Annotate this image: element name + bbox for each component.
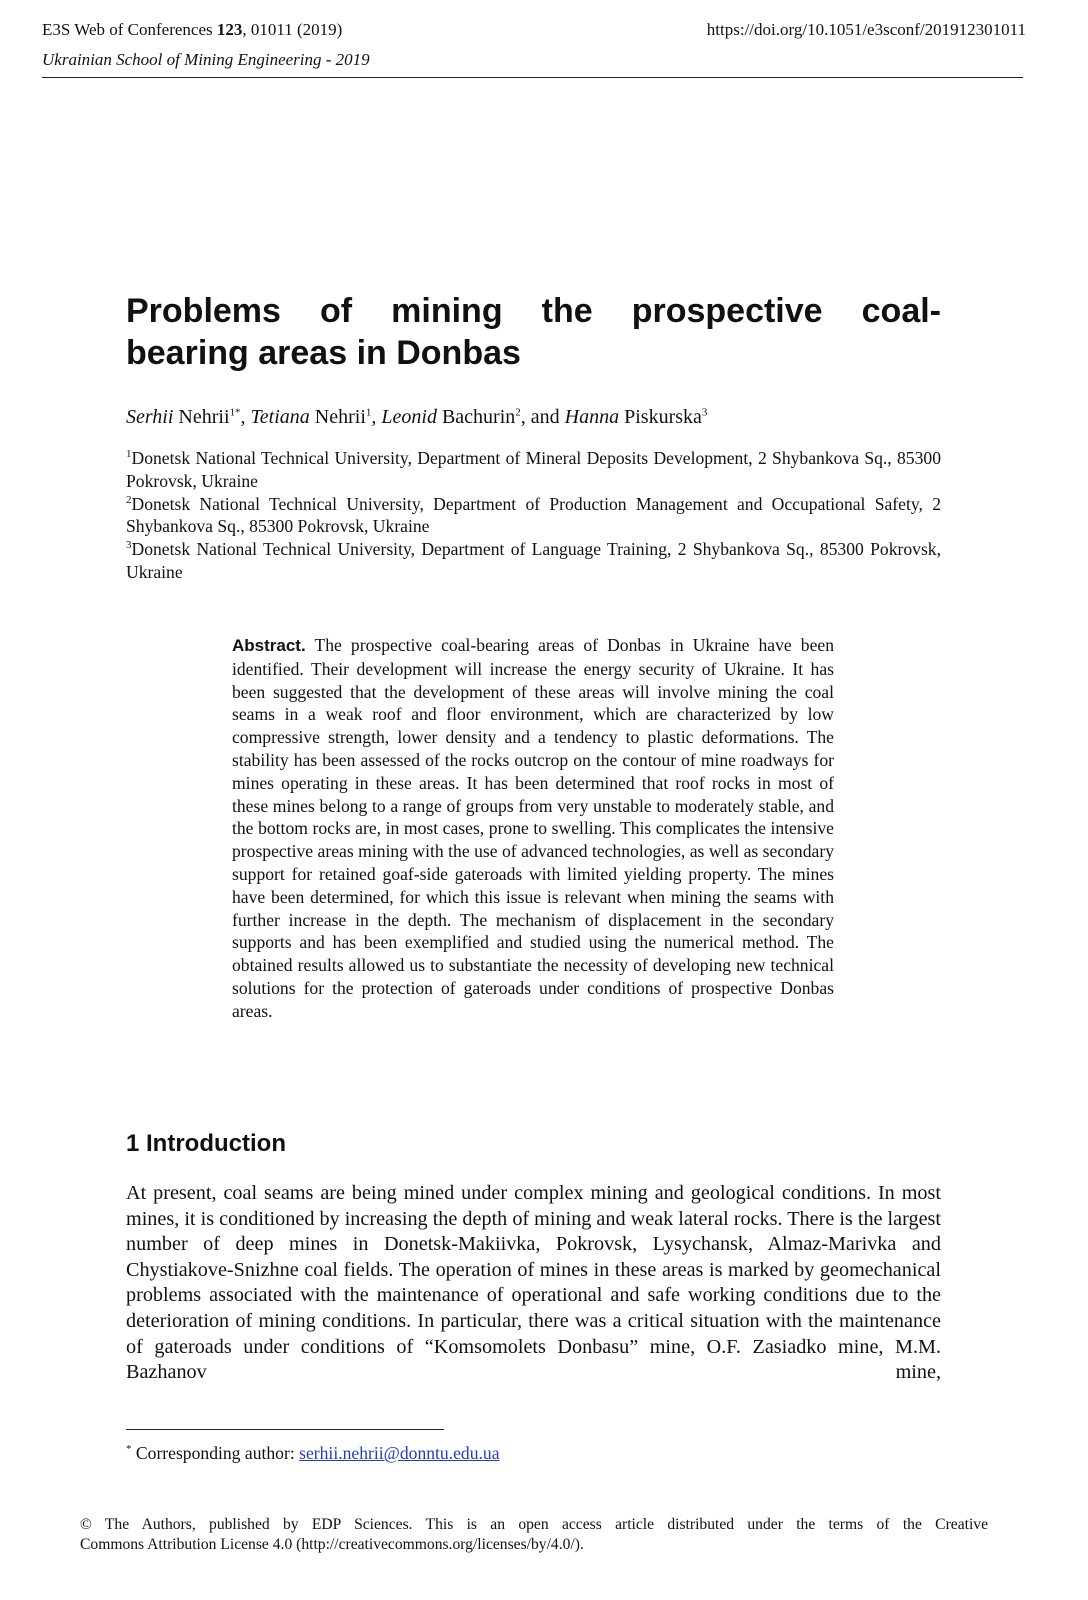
footnote-mark: * — [126, 1443, 132, 1456]
doi-link[interactable]: https://doi.org/10.1051/e3sconf/201912301011 — [706, 20, 1026, 39]
section-heading: 1 Introduction — [126, 1130, 286, 1157]
paper-title — [126, 290, 941, 374]
author-list: Serhii Nehrii$^{1*}$, Tetiana Nehrii$^1$, Leonid Bachurin$^2$, and Hanna Piskurska$^3$ — [126, 406, 708, 428]
affiliation — [126, 538, 941, 584]
footnote-label: Corresponding author: — [135, 1443, 295, 1463]
author-given-name: Hanna — [564, 406, 620, 428]
footnote — [126, 1443, 500, 1464]
author-given-name: Serhii — [126, 406, 174, 428]
author-affiliation-mark: 1 — [365, 406, 372, 419]
conference-name: Ukrainian School of Mining Engineering - 2019 — [42, 50, 370, 69]
abstract — [232, 634, 834, 1023]
journal-name: E3S Web of Conferences — [42, 20, 213, 39]
title-line-1: Problems of mining the prospective coal- — [126, 292, 941, 330]
affiliation — [126, 447, 941, 493]
author-given-name: Tetiana — [250, 406, 310, 428]
header-divider — [42, 77, 1023, 78]
abstract-label: Abstract. — [232, 636, 306, 655]
article-number: , 01011 (2019) — [242, 20, 343, 39]
author-family-name: Nehrii — [178, 406, 230, 428]
journal-header — [42, 20, 342, 40]
abstract-text: The prospective coal-bearing areas of Donbas in Ukraine have been identified. Their development will increase the energy security of Ukraine. It has been suggested that the development of these areas will involve mining the coal seams in a weak roof and floor environment, which are characterized by low compressive strength, lower density and a tendency to plastic deformations. The stability has been assessed of the rocks outcrop on the contour of mine roadways for mines operating in these areas. It has been determined that roof rocks in most of these mines belong to a range of groups from very unstable to moderately stable, and the bottom rocks are, in most cases, prone to swelling. This complicates the intensive prospective areas mining with the use of advanced technologies, as well as secondary support for retained goaf-side gateroads with limited yielding property. The mines have been determined, for which this issue is relevant when mining the seams with further increase in the depth. The mechanism of displacement in the secondary supports and has been exemplified and studied using the numerical method. The obtained results allowed us to substantiate the necessity of developing new technical solutions for the protection of gateroads under conditions of prospective Donbas areas. — [232, 635, 834, 1021]
affiliation — [126, 493, 941, 539]
author-given-name: Leonid — [381, 406, 437, 428]
author-family-name: Piskurska — [624, 406, 702, 428]
author-email-link[interactable]: serhii.nehrii@donntu.edu.ua — [299, 1443, 500, 1463]
section-body: At present, coal seams are being mined under complex mining and geological conditions. In most mines, it is conditioned by increasing the depth of mining and weak lateral rocks. There is the largest number of deep mines in Donetsk-Makiivka, Pokrovsk, Lysychansk, Almaz-Marivka and Chystiakove-Snizhne coal fields. The operation of mines in these areas is marked by geomechanical problems associated with the maintenance of operational and safe working conditions due to the deterioration of mining conditions. In particular, there was a critical situation with the maintenance of gateroads under conditions of “Komsomolets Donbasu” mine, O.F. Zasiadko mine, M.M. Bazhanov mine, — [126, 1182, 941, 1384]
journal-volume: 123 — [216, 20, 243, 39]
affiliation-list — [126, 447, 941, 584]
license-notice — [80, 1515, 988, 1554]
author-affiliation-mark: 3 — [701, 406, 708, 419]
license-line-1: © The Authors, published by EDP Sciences. This is an open access article distributed under the terms of the Creative — [80, 1516, 988, 1533]
title-line-2: bearing areas in Donbas — [126, 334, 521, 372]
author-family-name: Bachurin — [441, 406, 516, 428]
author-affiliation-mark: 2 — [515, 406, 521, 419]
authors-conjunction: and — [530, 406, 560, 428]
affiliation-mark: 3 — [126, 539, 132, 552]
footnote-divider — [126, 1429, 444, 1430]
license-line-2: Commons Attribution License 4.0 (http://creativecommons.org/licenses/by/4.0/). — [80, 1535, 584, 1553]
affiliation-text: Donetsk National Technical University, Department of Language Training, 2 Shybankova Sq., 85300 Pokrovsk, Ukraine — [126, 539, 941, 582]
affiliation-mark: 2 — [126, 493, 132, 506]
affiliation-text: Donetsk National Technical University, Department of Production Management and Occupational Safety, 2 Shybankova Sq., 85300 Pokrovsk, Ukraine — [126, 493, 941, 537]
author-affiliation-mark: 1* — [229, 406, 241, 419]
affiliation-mark: 1 — [126, 448, 132, 461]
affiliation-text: Donetsk National Technical University, Department of Mineral Deposits Development, 2 Shybankova Sq., 85300 Pokrovsk, Ukraine — [126, 448, 941, 491]
author-family-name: Nehrii — [314, 406, 366, 428]
